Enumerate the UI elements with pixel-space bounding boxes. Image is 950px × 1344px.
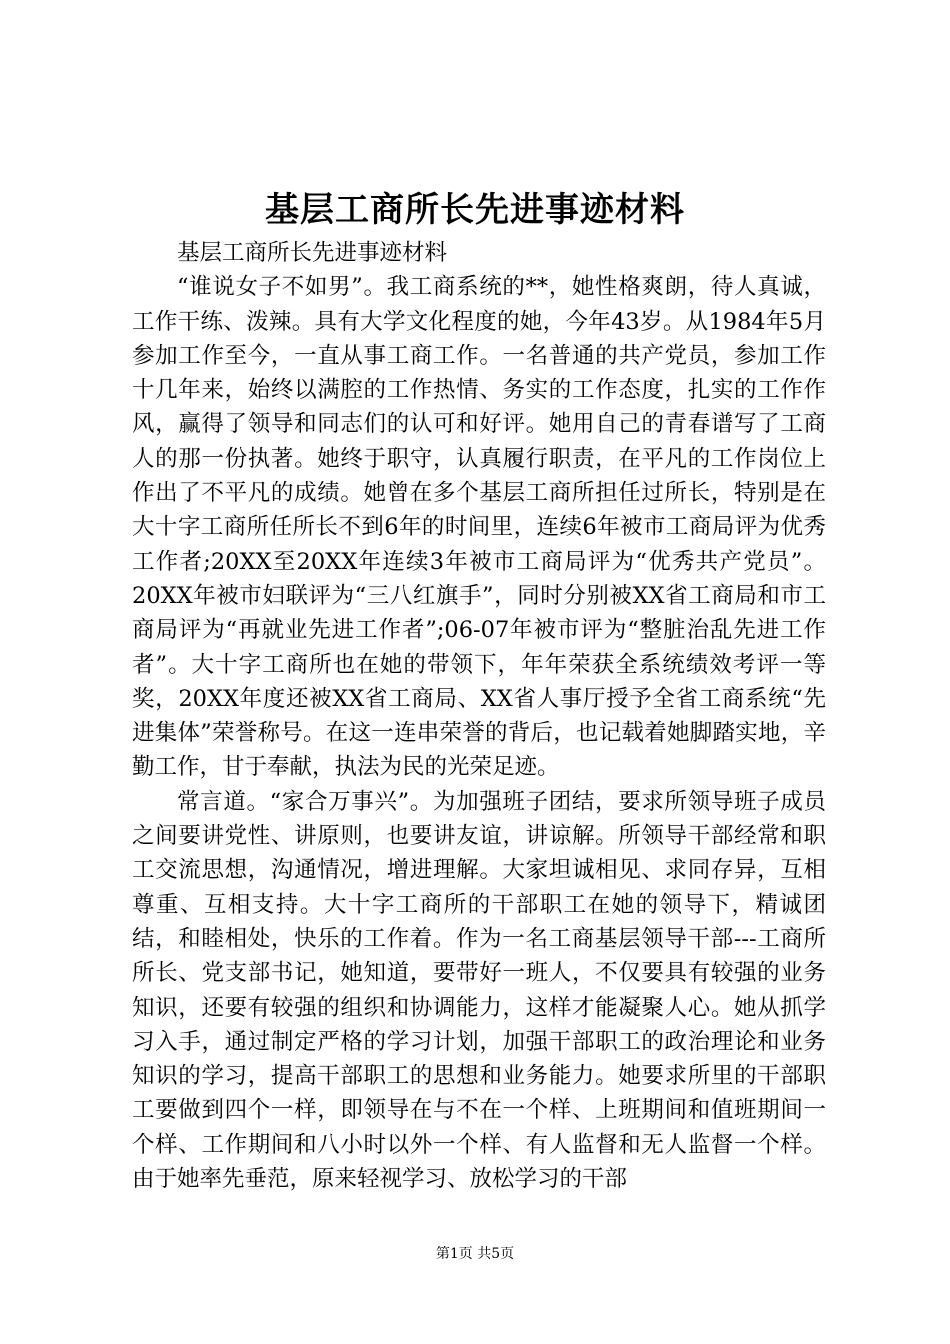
body-paragraph: 常言道。“家合万事兴”。为加强班子团结，要求所领导班子成员之间要讲党性、讲原则，也要讲友谊，讲谅解。所领导干部经常和职工交流思想，沟通情况，增进理解。大家坦诚相见、求同存异，互相尊重、互相支持。大十字工商所的干部职工在她的领导下，精诚团结，和睦相处，快乐的工作着。作为一名工商基层领导干部---工商所所长、党支部书记，她知道，要带好一班人，不仅要具有较强的业务知识，还要有较强的组织和协调能力，这样才能凝聚人心。她从抓学习入手，通过制定严格的学习计划，加强干部职工的政治理论和业务知识的学习，提高干部职工的思想和业务能力。她要求所里的干部职工要做到四个一样，即领导在与不在一个样、上班期间和值班期间一个样、工作期间和八小时以外一个样、有人监督和无人监督一个样。由于她率先垂范，原来轻视学习、放松学习的干部 <box>132 788 826 1193</box>
document-title: 基层工商所长先进事迹材料 <box>265 190 685 230</box>
body-paragraph-subtitle: 基层工商所长先进事迹材料 <box>177 240 448 266</box>
document-body <box>132 236 826 1196</box>
body-paragraph: “谁说女子不如男”。我工商系统的**，她性格爽朗，待人真诚，工作干练、泼辣。具有大学文化程度的她，今年43岁。从1984年5月参加工作至今，一直从事工商工作。一名普通的共产党员，参加工作十几年来，始终以满腔的工作热情、务实的工作态度，扎实的工作作风，赢得了领导和同志们的认可和好评。她用自己的青春谱写了工商人的那一份执著。她终于职守，认真履行职责，在平凡的工作岗位上作出了不平凡的成绩。她曾在多个基层工商所担任过所长，特别是在大十字工商所任所长不到6年的时间里，连续6年被市工商局评为优秀工作者;20XX至20XX年连续3年被市工商局评为“优秀共产党员”。20XX年被市妇联评为“三八红旗手”，同时分别被XX省工商局和市工商局评为“再就业先进工作者”;06-07年被市评为“整脏治乱先进工作者”。大十字工商所也在她的带领下，年年荣获全系统绩效考评一等奖，20XX年度还被XX省工商局、XX省人事厅授予全省工商系统“先进集体”荣誉称号。在这一连串荣誉的背后，也记载着她脚踏实地，辛勤工作，甘于奉献，执法为民的光荣足迹。 <box>132 274 826 781</box>
page-footer: 第1页 共5页 <box>435 1246 515 1262</box>
